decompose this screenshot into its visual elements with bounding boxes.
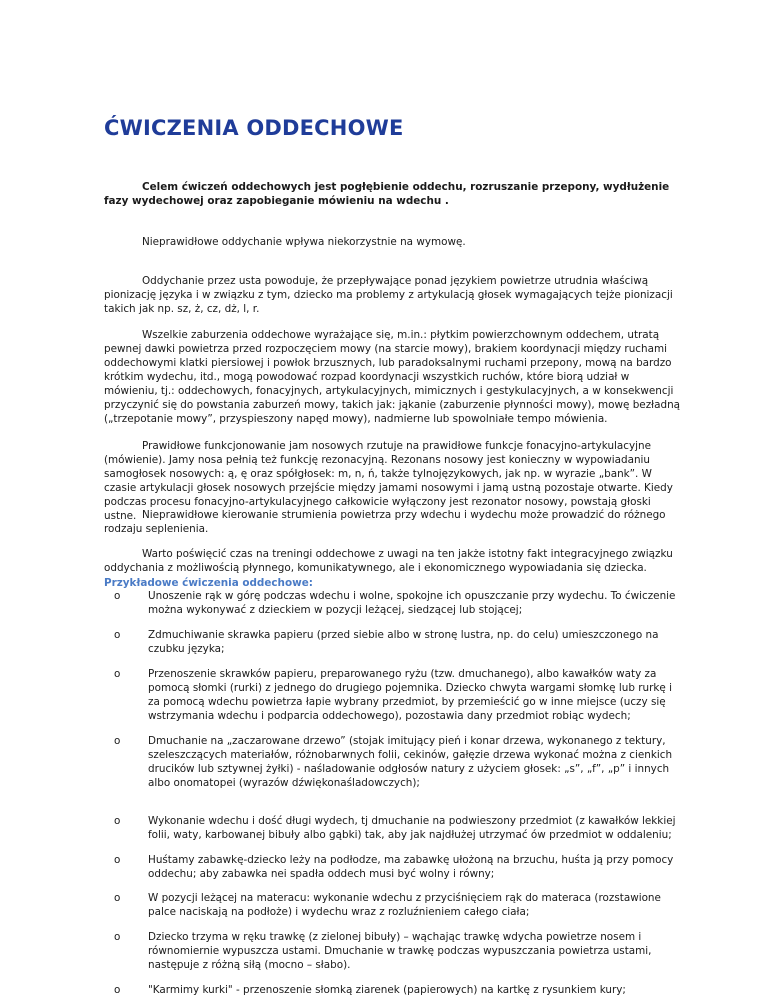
list-item-text: Dmuchanie na „zaczarowane drzewo” (stojak imitujący pień i konar drzewa, wykonanego z tektury, szeleszczących materiałów, różnobarwnych folii, cekinów, gałęzie drzewa wykonać można z cienkich drucików lub sztywnej żyłki) - naśladowanie odgłosów natury z użyciem głosek: „s”, „f”, „p” i innych albo onomatopei (wyrazów dźwiękonaśladowczych); <box>148 735 673 789</box>
bullet-icon: o <box>114 590 121 602</box>
bullet-icon: o <box>114 668 121 680</box>
bullet-icon: o <box>114 931 121 943</box>
bullet-icon: o <box>114 892 121 904</box>
paragraph: Nieprawidłowe oddychanie wpływa niekorzystnie na wymowę. <box>142 236 466 248</box>
list-item-text: W pozycji leżącej na materacu: wykonanie wdechu z przyciśnięciem rąk do materaca (rozstawione palce naciskają na podłoże) i wydechu wraz z rozluźnieniem całego ciała; <box>148 892 661 918</box>
list-item-text: Zdmuchiwanie skrawka papieru (przed siebie albo w stronę lustra, np. do celu) umieszczonego na czubku języka; <box>148 629 659 655</box>
list-item-text: Unoszenie rąk w górę podczas wdechu i wolne, spokojne ich opuszczanie przy wydechu. To ćwiczenie można wykonywać z dzieckiem w pozycji leżącej, siedzącej lub stojącej; <box>148 590 676 616</box>
list-item-text: Huśtamy zabawkę-dziecko leży na podłodze, ma zabawkę ułożoną na brzuchu, huśta ją przy pomocy oddechu; aby zabawka nei spadła oddech musi być wolny i równy; <box>148 854 674 880</box>
paragraph: Nieprawidłowe kierowanie strumienia powietrza przy wdechu i wydechu może prowadzić do różnego rodzaju seplenienia. <box>104 509 666 535</box>
paragraph: Oddychanie przez usta powoduje, że przepływające ponad językiem powietrze utrudnia właściwą pionizację języka i w związku z tym, dziecko ma problemy z artykulacją głosek wymagających tejże pionizacji takich jak np. sz, ż, cz, dż, l, r. <box>104 275 673 315</box>
paragraph: Wszelkie zaburzenia oddechowe wyrażające się, m.in.: płytkim powierzchownym oddechem, utratą pewnej dawki powietrza przed rozpoczęciem mowy (na starcie mowy), brakiem koordynacji między ruchami oddechowymi klatki piersiowej i powłok brzusznych, lub paradoksalnymi ruchami przepony, mową na bardzo krótkim wydechu, itd., mogą powodować rozpad koordynacji wszystkich ruchów, które biorą udział w mówieniu, tj.: oddechowych, fonacyjnych, artykulacyjnych, mimicznych i gestykulacyjnych, a w konsekwencji przyczynić się do powstania zaburzeń mowy, takich jak: jąkanie (zaburzenie płynności mowy), mowę bezładną („trzepotanie mowy”, przyspieszony napęd mowy), nadmierne lub spowolniałe tempo mówienia. <box>104 329 681 425</box>
bullet-icon: o <box>114 854 121 866</box>
examples-heading: Przykładowe ćwiczenia oddechowe: <box>104 577 313 589</box>
list-item-text: Wykonanie wdechu i dość długi wydech, tj dmuchanie na podwieszony przedmiot (z kawałków lekkiej folii, waty, karbowanej bibuły albo gąbki) tak, aby jak najdłużej utrzymać ów przedmiot w oddaleniu; <box>148 815 676 841</box>
bullet-icon: o <box>114 629 121 641</box>
list-item-text: Przenoszenie skrawków papieru, preparowanego ryżu (tzw. dmuchanego), albo kawałków waty za pomocą słomki (rurki) z jednego do drugiego pojemnika. Dziecko chwyta wargami słomkę lub rurkę i za pomocą wdechu powietrza łapie wybrany przedmiot, by przemieścić go w inne miejsce (uczy się wstrzymania wdechu i podparcia oddechowego), pozostawia dany przedmiot robiąc wydech; <box>148 668 672 722</box>
bullet-icon: o <box>114 815 121 827</box>
page-title: ĆWICZENIA ODDECHOWE <box>104 116 404 140</box>
paragraph: Prawidłowe funkcjonowanie jam nosowych rzutuje na prawidłowe funkcje fonacyjno-artykulacyjne (mówienie). Jamy nosa pełnią też funkcję rezonacyjną. Rezonans nosowy jest konieczny w wypowiadaniu samogłosek nosowych: ą, ę oraz spółgłosek: m, n, ń, także tylnojęzykowych, jak np. w wyrazie „bank”. W czasie artykulacji głosek nosowych przejście między jamami nosowymi i jamą ustną pozostaje otwarte. Kiedy podczas procesu fonacyjno-artykulacyjnego całkowicie wyłączony jest rezonator nosowy, powstają głoski ustne. <box>104 440 673 522</box>
list-item-text: "Karmimy kurki" - przenoszenie słomką ziarenek (papierowych) na kartkę z rysunkiem kury; <box>148 984 626 996</box>
intro-paragraph: Celem ćwiczeń oddechowych jest pogłębienie oddechu, rozruszanie przepony, wydłużenie fazy wydechowej oraz zapobieganie mówieniu na wdechu . <box>104 181 670 207</box>
bullet-icon: o <box>114 735 121 747</box>
list-item-text: Dziecko trzyma w ręku trawkę (z zielonej bibuły) – wąchając trawkę wdycha powietrze nosem i równomiernie wypuszcza ustami. Dmuchanie w trawkę podczas wypuszczania powietrza ustami, następuje z różną siłą (mocno – słabo). <box>148 931 652 971</box>
paragraph: Warto poświęcić czas na treningi oddechowe z uwagi na ten jakże istotny fakt integracyjnego związku oddychania z możliwością płynnego, komunikatywnego, ale i ekonomicznego wypowiadania się dziecka. <box>104 548 673 574</box>
bullet-icon: o <box>114 984 121 996</box>
